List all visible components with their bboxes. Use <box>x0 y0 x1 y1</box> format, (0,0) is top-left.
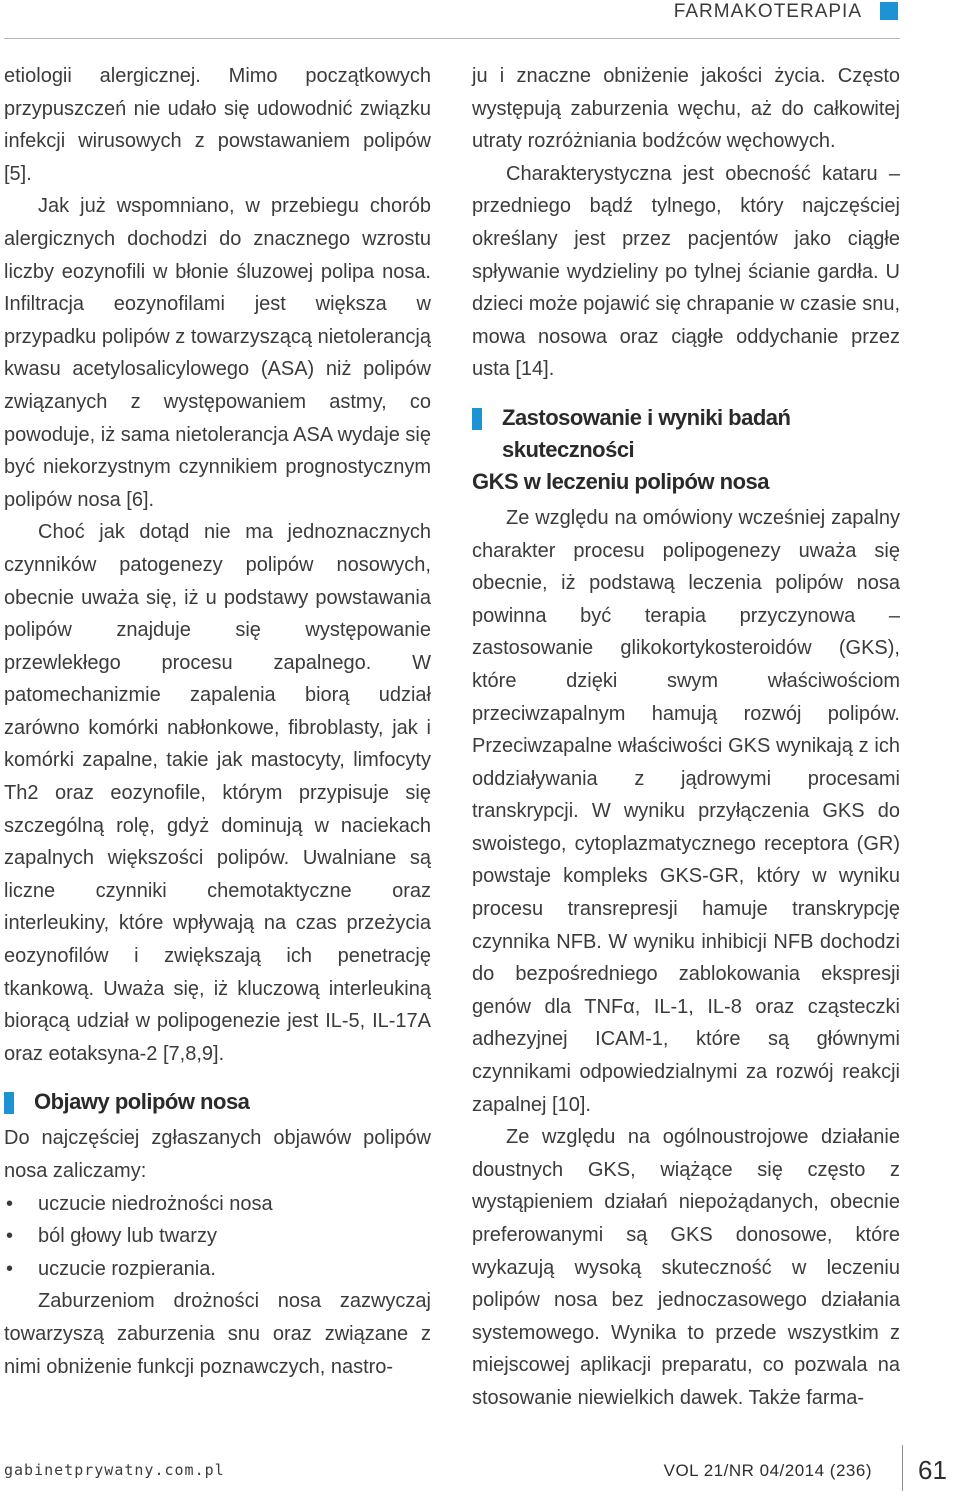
page-footer <box>0 1455 960 1495</box>
list-item: • ból głowy lub twarzy <box>4 1220 431 1253</box>
symptom-list <box>4 1188 431 1286</box>
section-title: FARMAKOTERAPIA <box>673 1 862 22</box>
heading-marker-icon <box>472 408 482 430</box>
footer-divider <box>902 1445 903 1491</box>
paragraph: Charakterystyczna jest obecność kataru – przedniego bądź tylnego, który najczęściej określany jest przez pacjentów jako ciągłe spływanie wydzieliny po tylnej ścianie gardła. U dzieci może pojawić się chrapanie w czasie snu, mowa nosowa oraz ciągłe oddychanie przez usta [14]. <box>472 162 900 381</box>
volume-info: VOL 21/NR 04/2014 (236) <box>663 1461 872 1480</box>
heading-text-line-2: GKS w leczeniu polipów nosa <box>472 468 769 494</box>
paragraph: Jak już wspomniano, w przebiegu chorób alergicznych dochodzi do znacznego wzrostu liczby eozynofili w błonie śluzowej polipa nosa. Infiltracja eozynofilami jest większa w przypadku polipów z towarzyszącą nietolerancją kwasu acetylosalicylowego (ASA) niż polipów związanych z występowaniem astmy, co powoduje, iż sama nietolerancja ASA wydaje się być niekorzystnym czynnikiem prognostycznym polipów nosa [6]. <box>4 195 431 511</box>
paragraph: Do najczęściej zgłaszanych objawów polipów nosa zaliczamy: <box>4 1127 431 1182</box>
header-divider <box>4 38 900 39</box>
site-url: gabinetprywatny.com.pl <box>4 1461 225 1479</box>
paragraph: Choć jak dotąd nie ma jednoznacznych czynników patogenezy polipów nosowych, obecnie uważa się, iż u podstawy powstawania polipów znajduje się występowanie przewlekłego procesu zapalnego. W patomechanizmie zapalenia biorą udział zarówno komórki nabłonkowe, fibroblasty, jak i komórki zapalne, takie jak mastocyty, limfocyty Th2 oraz eozynofile, którym przypisuje się szczególną rolę, gdyż dominują w naciekach zapalnych większości polipów. Uwalniane są liczne czynniki chemotaktyczne oraz interleukiny, które wpływają na czas przeżycia eozynofilów i zwiększają ich penetrację tkankową. Uważa się, iż kluczową interleukiną biorącą udział w polipogenezie jest IL-5, IL-17A oraz eotaksyna-2 [7,8,9]. <box>4 521 431 1065</box>
list-item: • uczucie rozpierania. <box>4 1253 431 1286</box>
list-item: • uczucie niedrożności nosa <box>4 1188 431 1221</box>
paragraph: Ze względu na omówiony wcześniej zapalny charakter procesu polipogenezy uważa się obecnie, iż podstawą leczenia polipów nosa powinna być terapia przyczynowa – zastosowanie glikokortykosteroidów (GKS), które dzięki swym właściwościom przeciwzapalnym hamują rozwój polipów. Przeciwzapalne właściwości GKS wynikają z ich oddziaływania z jądrowymi procesami transkrypcji. W wyniku przyłączenia GKS do swoistego, cytoplazmatycznego receptora (GR) powstaje kompleks GKS-GR, który w wyniku procesu transrepresji hamuje transkrypcję czynnika NFB. W wyniku inhibicji NFB dochodzi do bezpośredniego zablokowania ekspresji genów dla TNFα, IL-1, IL-8 oraz cząsteczki adhezyjnej ICAM-1, które są głównymi czynnikami odpowiedzialnymi za rozwój reakcji zapalnej [10]. <box>472 506 900 1116</box>
paragraph: etiologii alergicznej. Mimo początkowych przypuszczeń nie udało się udowodnić związku infekcji wirusowych z powstawaniem polipów [5]. <box>4 65 431 185</box>
paragraph: Zaburzeniom drożności nosa zazwyczaj towarzyszą zaburzenia snu oraz związane z nimi obniżenie funkcji poznawczych, nastro- <box>4 1290 431 1378</box>
left-column <box>4 60 431 1383</box>
section-heading <box>4 1086 431 1118</box>
heading-text: Objawy polipów nosa <box>34 1089 250 1115</box>
page-number: 61 <box>918 1455 947 1485</box>
section-heading <box>472 402 900 498</box>
paragraph: ju i znaczne obniżenie jakości życia. Często występują zaburzenia węchu, aż do całkowitej utraty rozróżniania bodźców węchowych. <box>472 65 900 153</box>
paragraph: Ze względu na ogólnoustrojowe działanie doustnych GKS, wiążące się często z wystąpieniem działań niepożądanych, obecnie preferowanymi są GKS donosowe, które wykazują wysoką skuteczność w leczeniu polipów nosa bez jednoczasowego działania systemowego. Wynika to przede wszystkim z miejscowej aplikacji preparatu, co pozwala na stosowanie niewielkich dawek. Także farma- <box>472 1126 900 1409</box>
heading-marker-icon <box>4 1092 14 1114</box>
heading-text-line-1: Zastosowanie i wyniki badań skuteczności <box>502 404 791 462</box>
section-square-icon <box>880 2 898 20</box>
right-column <box>472 60 900 1415</box>
